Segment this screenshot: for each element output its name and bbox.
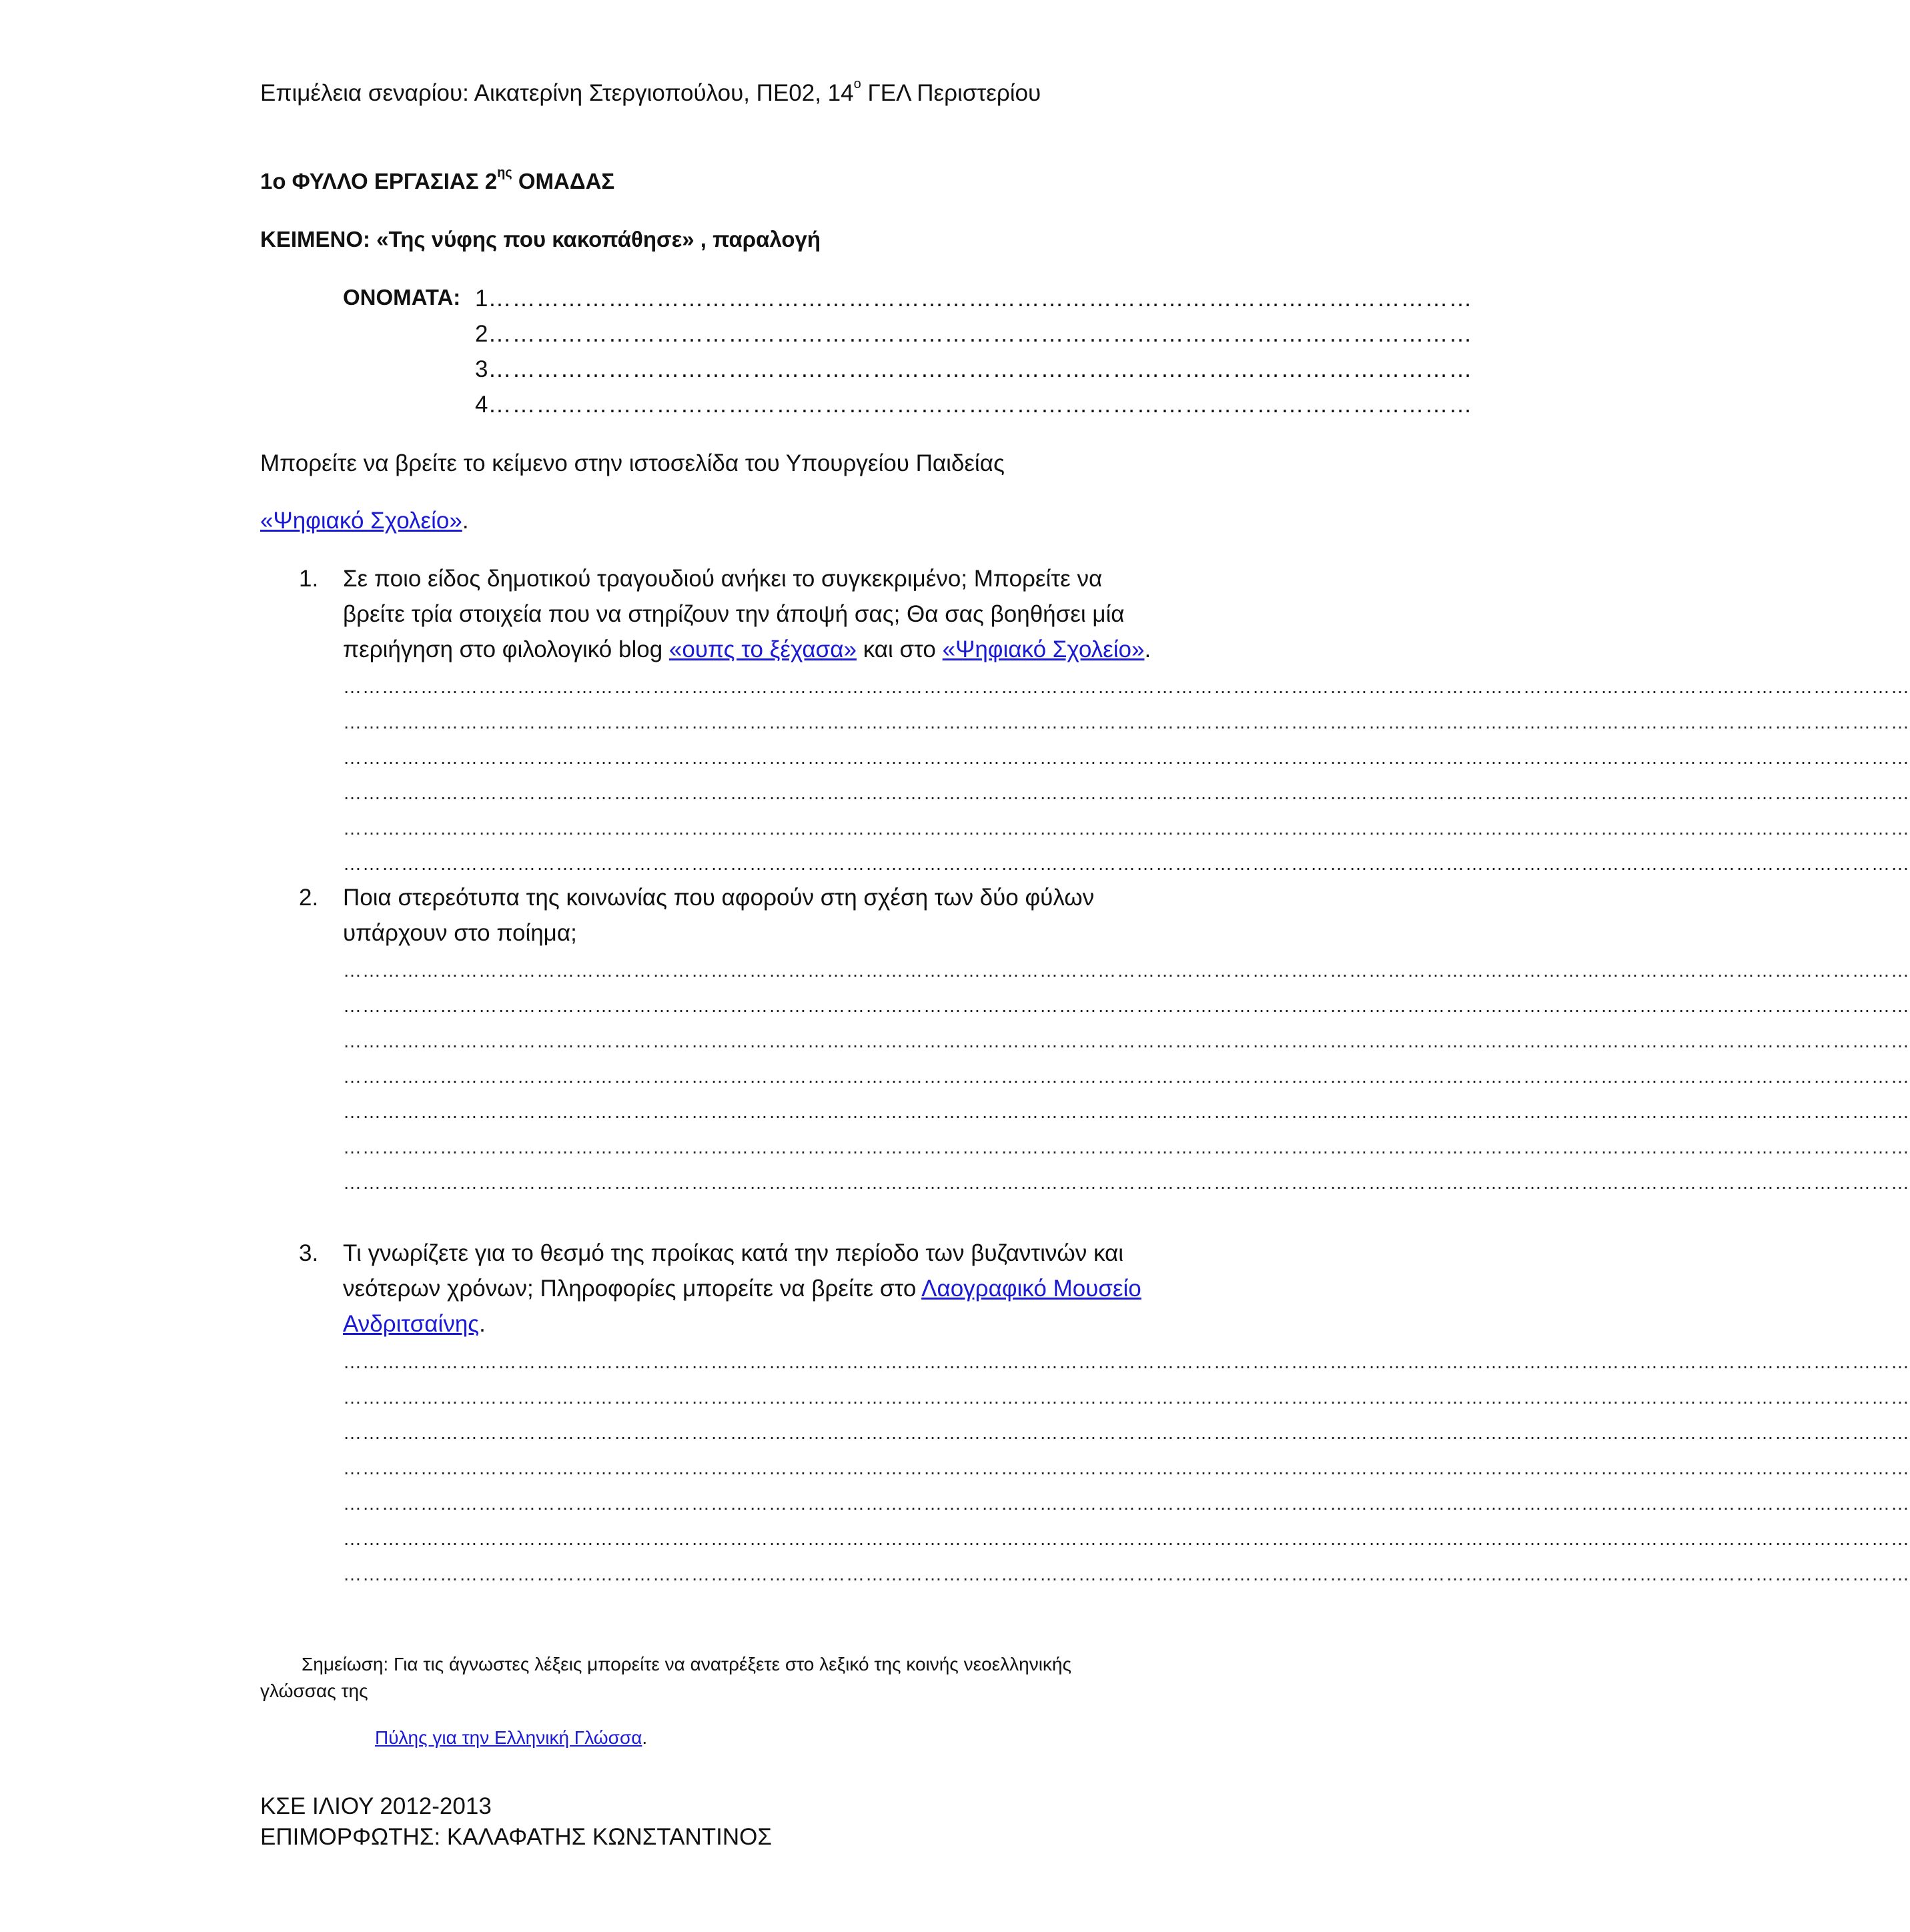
answer-line[interactable]: ………………………………………………………………………………………………………………………………………………………………………………………………………………………: [343, 1528, 1910, 1549]
greek-language-portal-link[interactable]: Πύλης για την Ελληνική Γλώσσα: [375, 1727, 642, 1748]
answer-line[interactable]: ………………………………………………………………………………………………………………………………………………………………………………………………………………………: [343, 747, 1910, 768]
answer-line[interactable]: ………………………………………………………………………………………………………………………………………………………………………………………………………………………: [343, 1101, 1910, 1122]
answer-line[interactable]: ………………………………………………………………………………………………………………………………………………………………………………………………………………………: [343, 818, 1910, 839]
note-link-line: Πύλης για την Ελληνική Γλώσσα.: [375, 1727, 648, 1748]
answer-line[interactable]: ………………………………………………………………………………………………………………………………………………………………………………………………………………………: [343, 712, 1910, 733]
worksheet-title: 1ο ΦΥΛΛΟ ΕΡΓΑΣΙΑΣ $2^{\eta\varsigma}$ ΟΜΑΔΑΣ: [260, 165, 615, 193]
answer-line[interactable]: ………………………………………………………………………………………………………………………………………………………………………………………………………………………: [343, 1422, 1910, 1443]
digital-school-link-2[interactable]: «Ψηφιακό Σχολείο»: [942, 636, 1145, 662]
answer-line[interactable]: ………………………………………………………………………………………………………………………………………………………………………………………………………………………: [343, 1493, 1910, 1514]
question-2-line-2: υπάρχουν στο ποίημα;: [343, 920, 577, 946]
answer-line[interactable]: ………………………………………………………………………………………………………………………………………………………………………………………………………………………: [343, 995, 1910, 1016]
intro-link-line: «Ψηφιακό Σχολείο».: [260, 508, 469, 534]
answer-line[interactable]: ………………………………………………………………………………………………………………………………………………………………………………………………………………………: [343, 1172, 1910, 1193]
oups-blog-link[interactable]: «ουπς το ξέχασα»: [668, 636, 857, 662]
answer-line[interactable]: ………………………………………………………………………………………………………………………………………………………………………………………………………………………: [343, 783, 1910, 803]
answer-line[interactable]: ………………………………………………………………………………………………………………………………………………………………………………………………………………………: [343, 960, 1910, 981]
question-1-line-1: Σε ποιο είδος δημοτικού τραγουδιού ανήκει το συγκεκριμένο; Μπορείτε να: [343, 566, 1103, 592]
answer-line[interactable]: ………………………………………………………………………………………………………………………………………………………………………………………………………………………: [343, 1458, 1910, 1478]
intro-text: Μπορείτε να βρείτε το κείμενο στην ιστοσελίδα του Υπουργείου Παιδείας: [260, 450, 1005, 476]
answer-line[interactable]: ………………………………………………………………………………………………………………………………………………………………………………………………………………………: [343, 1387, 1910, 1408]
answer-line[interactable]: ………………………………………………………………………………………………………………………………………………………………………………………………………………………: [343, 1137, 1910, 1157]
answer-line[interactable]: ………………………………………………………………………………………………………………………………………………………………………………………………………………………: [343, 1031, 1910, 1051]
digital-school-link[interactable]: «Ψηφιακό Σχολείο»: [260, 508, 462, 534]
question-3-line-2: νεότερων χρόνων; Πληροφορίες μπορείτε να βρείτε στο Λαογραφικό Μουσείο: [343, 1276, 1141, 1302]
question-3-line-3: Ανδριτσαίνης.: [343, 1311, 486, 1337]
question-2-line-1: Ποια στερεότυπα της κοινωνίας που αφορούν στη σχέση των δύο φύλων: [343, 885, 1095, 911]
footer-line-1: ΚΣΕ ΙΛΙΟΥ 2012-2013: [260, 1793, 492, 1819]
question-1-line-3: περιήγηση στο φιλολογικό blog «ουπς το ξέχασα» και στο «Ψηφιακό Σχολείο».: [343, 636, 1151, 662]
name-line-2[interactable]: 2……………………………………………………………………………………………………………: [475, 321, 1473, 347]
question-1-number: 1.: [299, 566, 319, 592]
folklore-museum-link-cont[interactable]: Ανδριτσαίνης: [343, 1311, 480, 1337]
names-label: ΟΝΟΜΑΤΑ:: [343, 285, 461, 310]
question-3-line-1: Τι γνωρίζετε για το θεσμό της προίκας κατά την περίοδο των βυζαντινών και: [343, 1240, 1124, 1266]
name-line-4[interactable]: 4……………………………………………………………………………………………………………: [475, 392, 1473, 418]
question-1-line-2: βρείτε τρία στοιχεία που να στηρίζουν την άποψή σας; Θα σας βοηθήσει μία: [343, 601, 1125, 627]
answer-line[interactable]: ………………………………………………………………………………………………………………………………………………………………………………………………………………………: [343, 1352, 1910, 1372]
answer-line[interactable]: ………………………………………………………………………………………………………………………………………………………………………………………………………………………: [343, 1066, 1910, 1087]
question-2-number: 2.: [299, 885, 319, 911]
text-heading: ΚΕΙΜΕΝΟ: «Της νύφης που κακοπάθησε» , παραλογή: [260, 227, 821, 252]
answer-line[interactable]: ………………………………………………………………………………………………………………………………………………………………………………………………………………………: [343, 1564, 1910, 1584]
name-line-3[interactable]: 3……………………………………………………………………………………………………………: [475, 356, 1473, 382]
name-line-1[interactable]: 1……………………………………………………………………………………………………………: [475, 286, 1473, 312]
folklore-museum-link[interactable]: Λαογραφικό Μουσείο: [921, 1276, 1141, 1302]
footer-line-2: ΕΠΙΜΟΡΦΩΤΗΣ: ΚΑΛΑΦΑΤΗΣ ΚΩΝΣΤΑΝΤΙΝΟΣ: [260, 1824, 773, 1850]
answer-line[interactable]: ………………………………………………………………………………………………………………………………………………………………………………………………………………………: [343, 676, 1910, 697]
note-line-2: γλώσσας της: [260, 1680, 368, 1701]
note-line-1: Σημείωση: Για τις άγνωστες λέξεις μπορείτε να ανατρέξετε στο λεξικό της κοινής νεοελληνικής: [302, 1654, 1071, 1674]
answer-line[interactable]: ………………………………………………………………………………………………………………………………………………………………………………………………………………………: [343, 853, 1910, 874]
question-3-number: 3.: [299, 1240, 319, 1266]
scenario-credit: Επιμέλεια σεναρίου: Αικατερίνη Στεργιοπούλου, ΠΕ02, $14^o$ ΓΕΛ Περιστερίου: [260, 77, 1041, 106]
